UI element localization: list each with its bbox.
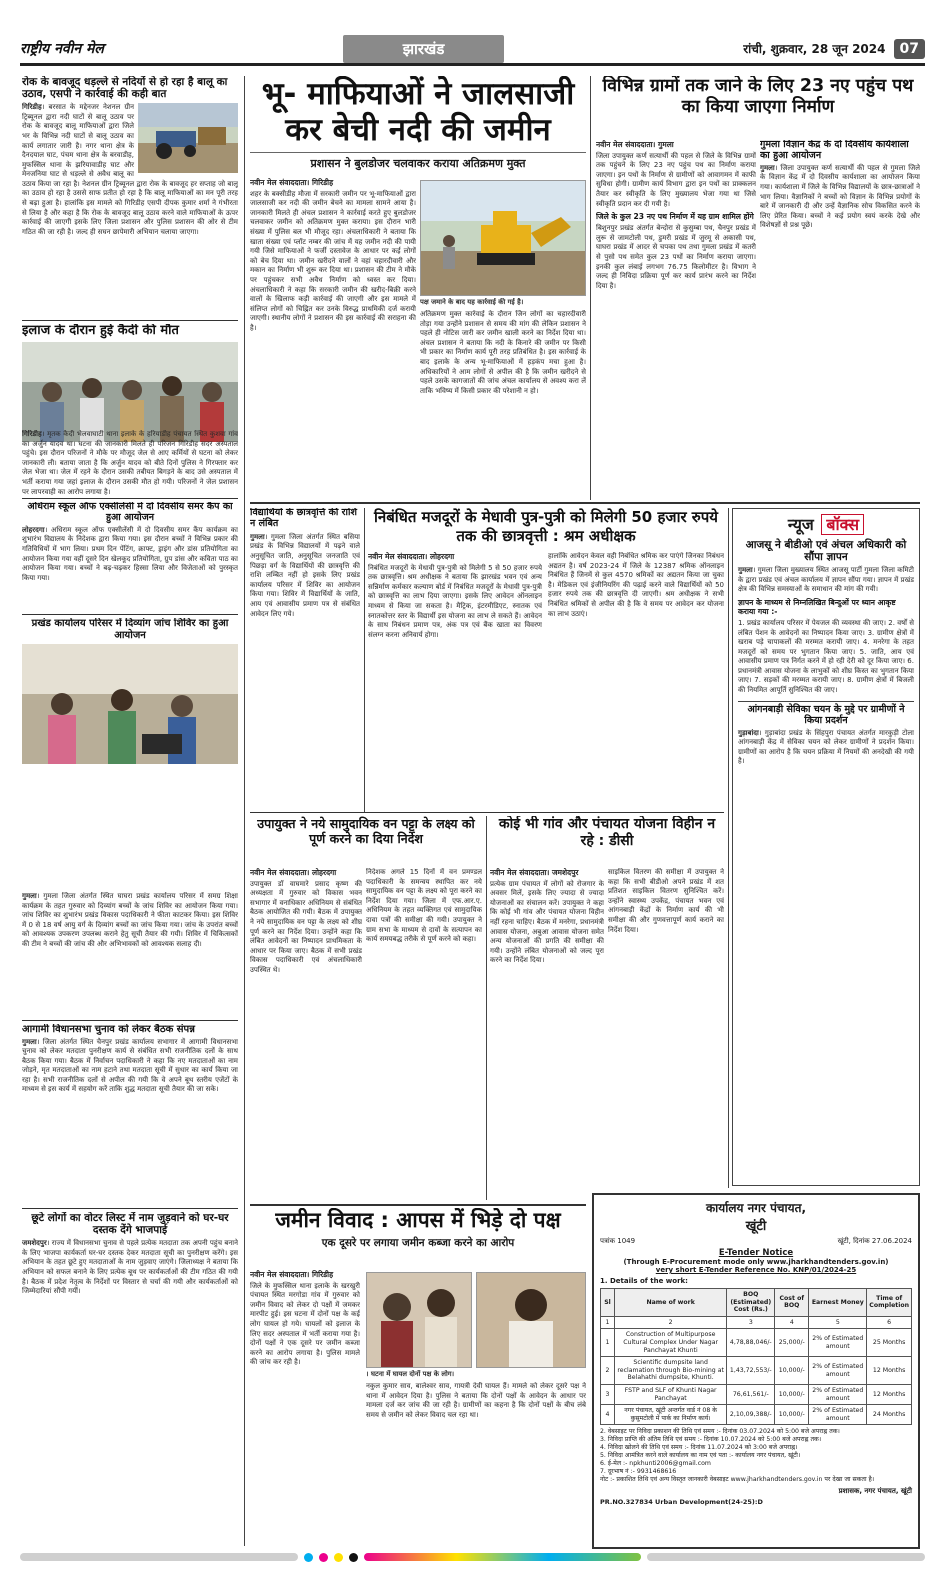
byline-voter-list: जमशेदपुर bbox=[22, 1239, 47, 1248]
photo-caption-injured: । घटना में घायल दोनों पक्ष के लोग। bbox=[366, 1370, 455, 1378]
text-labour: निबंधित मजदूरों के मेधावी पुत्र-पुत्री को मिलेगी 5 से 50 हजार रुपये तक छात्रवृत्ति। श्रम अधीक्षक ने बताया कि झारखंड भवन एवं अन्य सन्निर्माण कर्मकार कल्याण बोर्ड में निबंधित मजदूरों के मेधावी पुत्र-पुत्री को छात्रवृत्ति का लाभ दिया जाएगा। इसके लिए आवेदन ऑनलाइन माध्यम से किया जा सकता है। मैट्रिक, इंटरमीडिएट, स्नातक एवं स्नातकोत्तर स्तर के विद्यार्थी इस योजना का लाभ ले सकते हैं। आवेदन के साथ निबंधन प्रमाण पत्र, अंक पत्र एवं बैंक खाता का विवरण संलग्न करना अनिवार्य होगा। bbox=[368, 563, 542, 639]
byline-anganwadi-protest: गुड़ाबांदा bbox=[738, 728, 759, 737]
color-bar-segment bbox=[647, 1553, 925, 1561]
color-dot-magenta bbox=[319, 1553, 328, 1562]
date-block bbox=[743, 39, 925, 59]
tender-cell: 3 bbox=[601, 1384, 615, 1404]
article-science-workshop bbox=[760, 140, 920, 496]
column-divider bbox=[364, 508, 365, 812]
photo-sand-tractor bbox=[138, 103, 238, 173]
photo-camp bbox=[22, 644, 238, 764]
tender-cell: 2% of Estimated amount bbox=[809, 1405, 867, 1425]
section-name: झारखंड bbox=[343, 35, 505, 63]
headline-anganwadi-protest: आंगनबाड़ी सेविका चयन के मुद्दे पर ग्रामीणों ने किया प्रदर्शन bbox=[747, 703, 905, 726]
tender-cell: 12 Months bbox=[867, 1384, 912, 1404]
tender-col-number: 6 bbox=[867, 1316, 912, 1329]
article-summer-camp bbox=[22, 502, 238, 612]
byline-scholarship-small: गुमला bbox=[250, 532, 265, 541]
tender-notes bbox=[600, 1428, 912, 1484]
tender-col-number: 3 bbox=[727, 1316, 775, 1329]
headline-labour: निबंधित मजदूरों के मेधावी पुत्र-पुत्री को मिलेगी 50 हजार रुपये तक की छात्रवृत्ती : श्रम अधीक्षक bbox=[374, 508, 718, 545]
tender-note: 7. दूरभाष नं :- 9931468616 bbox=[600, 1468, 677, 1476]
article-disability-camp bbox=[22, 618, 238, 886]
tender-cell: 4 bbox=[601, 1405, 615, 1425]
masthead bbox=[20, 34, 925, 66]
headline-land-dispute: जमीन विवाद : आपस में भिड़े दो पक्ष bbox=[275, 1208, 561, 1232]
tender-office: कार्यालय नगर पंचायत, bbox=[705, 1201, 807, 1215]
headline-sand: रोक के बावजूद धड़ल्ले से नदियों से हो रहा है बालू का उठाव, एसपी ने कार्रवाई की कही बात bbox=[22, 76, 228, 101]
byline-prisoner: गिरिडीह bbox=[22, 430, 42, 438]
byline-summer-camp: लोहरदगा bbox=[22, 525, 45, 534]
tender-note: 3. निविदा प्राप्ति की अंतिम तिथि एवं समय :- दिनांक 10.07.2024 को 5:00 बजे अपराह्न तक। bbox=[600, 1436, 822, 1444]
color-dot-yellow bbox=[334, 1553, 343, 1562]
text-voter-list: । राज्य में विधानसभा चुनाव से पहले प्रत्येक मतदाता तक अपनी पहुंच बनाने के लिए भाजपा कार्यकर्ता घर-घर दस्तक देकर मतदाता सूची का पुनरीक्षण करेंगे। इस अभियान के तहत छूटे हुए मतदाताओं के नाम जुड़वाए जाएंगे। जिलाध्यक्ष ने बताया कि अभियान को सफल बनाने के लिए प्रत्येक बूथ पर कार्यकर्ताओं की टीम गठित की गयी है। बैठक में प्रदेश नेतृत्व के निर्देशों पर विस्तार से चर्चा की गयी और कार्यकर्ताओं को जिम्मेदारियां सौंपी गयीं। bbox=[22, 1239, 238, 1296]
tender-pr-no: PR.NO.327834 Urban Development(24-25):D bbox=[600, 1498, 763, 1507]
headline-summer-camp: अधिराम स्कूल ऑफ एक्सीलेंसी में दो दिवसीय समर कैंप का हुआ आयोजन bbox=[27, 502, 233, 523]
article-election-meeting bbox=[22, 1024, 238, 1206]
column-divider bbox=[486, 816, 487, 1200]
table-row bbox=[601, 1329, 912, 1357]
tender-cell: 24 Months bbox=[867, 1405, 912, 1425]
divider bbox=[250, 1204, 586, 1206]
article-roads bbox=[596, 76, 920, 146]
tender-details-label: 1. Details of the work: bbox=[600, 1277, 688, 1285]
text-summer-camp: । अधिराम स्कूल ऑफ एक्सीलेंसी में दो दिवसीय समर कैंप कार्यक्रम का शुभारंभ विद्यालय के निदेशक द्वारा किया गया। इस दौरान बच्चों ने विभिन्न प्रकार की गतिविधियों में भाग लिया। प्रथम दिन पेंटिंग, क्राफ्ट, ड्राइंग और डांस प्रतियोगिता का आयोजन किया गया वहीं दूसरे दिन खेलकूद प्रतियोगिता, ग्रुप डांस और कविता पाठ का आयोजन किया गया। बच्चों ने बढ़-चढ़कर हिस्सा लिया और विजेताओं को पुरस्कृत किया गया। bbox=[22, 525, 238, 582]
lead-text: शहर के बक्सीडीह मौजा में सरकारी जमीन पर भू-माफियाओं द्वारा जालसाजी कर नदी की जमीन बेचने का मामला सामने आया है। जानकारी मिलते ही अंचल प्रशासन ने कार्रवाई करते हुए बुलडोजर चलवाकर जमीन को अतिक्रमण मुक्त कराया। इस दौरान भारी संख्या में पुलिस बल भी मौजूद रहा। अंचलाधिकारी ने बताया कि खाता संख्या एवं प्लॉट नम्बर की जांच में यह जमीन नदी की पायी गयी जिसे माफियाओं ने फर्जी दस्तावेज के आधार पर कई लोगों को बेच दिया था। जमीन खरीदने वालों ने वहां चहारदीवारी और मकान का निर्माण भी शुरू कर दिया था। प्रशासन की टीम ने मौके पर पहुंचकर सभी अवैध निर्माण को ध्वस्त कर दिया। अंचलाधिकारी ने कहा कि सरकारी जमीन की खरीद-बिक्री करने वालों के खिलाफ कड़ी कार्रवाई की जाएगी और इस मामले में संलिप्त लोगों को चिह्नित कर उनके विरुद्ध प्राथमिकी दर्ज करायी जाएगी। स्थानीय लोगों ने प्रशासन की इस कार्रवाई की सराहना की है। bbox=[250, 189, 416, 332]
tender-ref-left: पत्रांक 1049 bbox=[600, 1237, 636, 1245]
tender-col-number: 5 bbox=[809, 1316, 867, 1329]
photo-hospital-crowd bbox=[22, 342, 238, 442]
subhead-land-dispute: एक दूसरे पर लगाया जमीन कब्जा करने का आरोप bbox=[321, 1237, 515, 1249]
tender-cell: 10,000/- bbox=[775, 1405, 809, 1425]
tender-cell: 2 bbox=[601, 1357, 615, 1385]
tender-cell: 10,000/- bbox=[775, 1357, 809, 1385]
tender-place: खूंटी bbox=[745, 1219, 767, 1234]
color-dot-black bbox=[349, 1553, 358, 1562]
byline-land-dispute: नवीन मेल संवाददाता। गिरिडीह bbox=[250, 1270, 334, 1279]
divider bbox=[22, 614, 238, 615]
tender-col-number: 2 bbox=[615, 1316, 727, 1329]
text-ajsu-memorandum: । गुमला जिला मुख्यालय स्थित आजसू पार्टी गुमला जिला कमिटी के द्वारा प्रखंड एवं अंचल कार्यालय में ज्ञापन सौंपा गया। ज्ञापन में प्रखंड क्षेत्र की विभिन्न समस्याओं के समाधान की मांग की गयी। bbox=[738, 566, 914, 594]
tender-cell: 12 Months bbox=[867, 1357, 912, 1385]
photo-caption-bulldozer: पक्ष जमाने के बाद यह कार्रवाई की गई है। bbox=[420, 298, 524, 306]
tender-line1: (Through E-Procurement mode only www.jharkhandtenders.gov.in) bbox=[623, 1258, 889, 1266]
tender-col-header: BOQ (Estimated) Cost (Rs.) bbox=[727, 1289, 775, 1317]
tender-note: 2. वेबसाइट पर निविदा प्रकाशन की तिथि एवं समय :- दिनांक 03.07.2024 को 5:00 बजे अपराह्न तक। bbox=[600, 1428, 840, 1436]
byline-labour: नवीन मेल संवाददाता। लोहरदगा bbox=[368, 552, 455, 561]
news-box-label-a: न्यूज bbox=[787, 515, 814, 534]
text-land-dispute-continued: नकुल कुमार साव, बालेश्वर साव, गायत्री देवी घायल हैं। मामले को लेकर दूसरे पक्ष ने थाना में आवेदन दिया है। पुलिस ने बताया कि दोनों पक्षों के आवेदन के आधार पर मामला दर्ज कर जांच की जा रही है। ग्रामीणों का कहना है कि दोनों पक्षों के बीच लंबे समय से जमीन को लेकर विवाद चल रहा था। bbox=[366, 1382, 586, 1419]
divider bbox=[22, 498, 238, 499]
tender-table bbox=[600, 1288, 912, 1425]
news-box-label bbox=[738, 513, 914, 535]
tender-line2: very short E-Tender Reference No. KNP/01/2024-25 bbox=[655, 1266, 857, 1274]
paper-name: राष्ट्रीय नवीन मेल bbox=[20, 41, 104, 57]
tender-note: 4. निविदा खोलने की तिथि एवं समय :- दिनांक 11.07.2024 को 3:00 बजे अपराह्न। bbox=[600, 1444, 798, 1452]
byline-science-workshop: गुमला bbox=[760, 163, 775, 172]
byline-ajsu-memorandum: गुमला bbox=[738, 566, 753, 575]
tender-cell: 25,000/- bbox=[775, 1329, 809, 1357]
subhead-roads: जिले के कुल 23 नए पथ निर्माण में यह ग्राम शामिल होंगे bbox=[596, 212, 754, 222]
color-registration-bar bbox=[20, 1552, 925, 1562]
headline-election-meeting: आगामी विधानसभा चुनाव को लेकर बैठक संपन्न bbox=[22, 1024, 195, 1035]
text-land-dispute: जिले के मुफस्सिल थाना इलाके के खरखुरी पंचायत स्थित मरगोडा गांव में गुरुवार को जमीन विवाद को लेकर दो पक्षों में जमकर मारपीट हुई। इस घटना में दोनों पक्ष के कई लोग घायल हो गये। घायलों को इलाज के लिए सदर अस्पताल में भर्ती कराया गया है। दोनों पक्षों ने एक दूसरे पर जमीन कब्जा करने का आरोप लगाया है। पुलिस मामले की जांच कर रही है। bbox=[250, 1281, 360, 1367]
tender-note: 6. ई-मेल :- npkhunti2006@gmail.com bbox=[600, 1460, 711, 1468]
headline-voter-list: छूटे लोगों का वोटर लिस्ट में नाम जुड़वाने को घर-घर दस्तक देंगे भाजपाई bbox=[31, 1212, 229, 1237]
table-row bbox=[601, 1405, 912, 1425]
divider bbox=[22, 1020, 238, 1021]
tender-col-header: Time of Completion bbox=[867, 1289, 912, 1317]
tender-cell: 2% of Estimated amount bbox=[809, 1384, 867, 1404]
tender-note: 5. निविदा आमंत्रित करने वाले कार्यालय का नाम एवं पता :- कार्यालय नगर पंचायत, खूंटी। bbox=[600, 1452, 801, 1460]
page-number: 07 bbox=[894, 39, 925, 59]
tender-ref-right: खूंटी, दिनांक 27.06.2024 bbox=[837, 1237, 912, 1245]
divider bbox=[250, 502, 920, 504]
text-forest-lease-continued: निदेशक अगले 15 दिनों में वन प्रमण्डल पदाधिकारी के समन्वय स्थापित कर नये सामुदायिक वन पट्टा के लक्ष्य को पूरा करने का निर्देश दिया गया। जिला में एफ.आर.ए. अधिनियम के तहत व्यक्तिगत एवं सामुदायिक दावा पत्रों की समीक्षा की गयी। उपायुक्त ने ग्राम सभा के माध्यम से दावों के सत्यापन का कार्य समयबद्ध तरीके से पूर्ण करने को कहा। bbox=[366, 868, 482, 944]
tender-cell: Scientific dumpsite land reclamation through Bio-mining at Belahathi dumpsite, Khunti. bbox=[615, 1357, 727, 1385]
photo-injured-left bbox=[366, 1272, 472, 1368]
tender-cell: 10,000/- bbox=[775, 1384, 809, 1404]
tender-col-header: Sl bbox=[601, 1289, 615, 1317]
lead-text-continued: अतिक्रमण मुक्त कार्रवाई के दौरान जिन लोगों का चहारदीवारी तोड़ा गया उन्होंने प्रशासन से समय की मांग की लेकिन प्रशासन ने पहले ही नोटिस जारी कर जमीन खाली करने का निर्देश दिया था। अंचल प्रशासन ने बताया कि नदी के किनारे की जमीन पर किसी भी प्रकार का निर्माण कार्य पूरी तरह प्रतिबंधित है। इस कार्रवाई के बाद इलाके के अन्य भू-माफियाओं में हड़कंप मचा हुआ है। अधिकारियों ने आम लोगों से अपील की है कि जमीन खरीदने से पहले उसके कागजातों की जांच अंचल कार्यालय से अवश्य करा लें ताकि भविष्य में किसी प्रकार की परेशानी न हो। bbox=[420, 310, 586, 395]
column-divider bbox=[728, 508, 729, 1188]
headline-village-scheme: कोई भी गांव और पंचायत योजना विहीन न रहे : डीसी bbox=[498, 816, 716, 849]
table-row bbox=[601, 1357, 912, 1385]
text-scholarship-small: । गुमला जिला अंतर्गत स्थित बसिया प्रखंड के विभिन्न विद्यालयों में पढ़ने वाले अनुसूचित जाति, अनुसूचित जनजाति एवं पिछड़ा वर्ग के विद्यार्थियों की छात्रवृत्ति की राशि लम्बित नहीं हो इसके लिए प्रखंड कार्यालय परिसर में शिविर का आयोजन किया गया। शिविर में विद्यार्थियों के जाति, आय एवं आवासीय प्रमाण पत्र से संबंधित आवेदन लिए गये। bbox=[250, 532, 360, 618]
tender-cell: 2% of Estimated amount bbox=[809, 1357, 867, 1385]
subhead-ajsu-points: ज्ञापन के माध्यम से निम्नलिखित बिन्दुओं पर ध्यान आकृष्ट कराया गया :- bbox=[738, 597, 896, 616]
headline-ajsu-memorandum: आजसू ने बीडीओ एवं अंचल अधिकारी को सौंपा ज्ञापन bbox=[745, 539, 907, 564]
tender-cell: 1 bbox=[601, 1329, 615, 1357]
tender-cell: 76,61,561/- bbox=[727, 1384, 775, 1404]
text-prisoner: । मृतक कैदी भेलवाघाटी थाना इलाके के हरियाडीह पंचायत स्थित कुशवा गांव का अर्जुन यादव था। घटना की जानकारी मिलते ही परिजन गिरिडीह सदर अस्पताल पहुंचे। इस दौरान परिजनों ने मौके पर मौजूद जेल से आए कर्मियों से घटना को लेकर जानकारी ली। बताया जाता है कि अर्जुन यादव को बीते दिनों पुलिस ने गिरफ्तार कर जेल भेजा था। जेल में रहने के दौरान उसकी तबीयत बिगड़ने के बाद उसे अस्पताल में भर्ती कराया गया जहां इलाज के दौरान उसकी मौत हो गयी। परिजनों ने जेल प्रशासन पर लापरवाही का आरोप लगाया है। bbox=[22, 430, 238, 496]
byline-sand: गिरिडीह bbox=[22, 103, 42, 112]
text-ajsu-points: 1. प्रखंड कार्यालय परिसर में पेयजल की व्यवस्था की जाए। 2. वर्षों से लंबित पेंशन के आवेदनों का निष्पादन किया जाए। 3. ग्रामीण क्षेत्रों में खराब पड़े चापाकलों की मरम्मत करायी जाए। 4. मनरेगा के तहत मजदूरों को समय पर भुगतान किया जाए। 5. जाति, आय एवं आवासीय प्रमाण पत्र निर्गत करने में हो रही देरी को दूर किया जाए। 6. प्रधानमंत्री आवास योजना के लाभुकों को शीघ्र किस्त का भुगतान किया जाए। 7. सड़कों की मरम्मत करायी जाए। 8. ग्रामीण क्षेत्रों में बिजली की नियमित आपूर्ति सुनिश्चित की जाए। bbox=[738, 618, 914, 695]
lead-headline: भू- माफियाओं ने जालसाजी कर बेची नदी की जमीन bbox=[261, 76, 575, 148]
tender-col-header: Cost of BOQ bbox=[775, 1289, 809, 1317]
text-disability-camp: । गुमला जिला अंतर्गत स्थित घाघरा प्रखंड कार्यालय परिसर में समग्र शिक्षा कार्यक्रम के तहत गुरुवार को दिव्यांग बच्चों के जांच शिविर का आयोजन किया गया। जांच शिविर का शुभारंभ प्रखंड विकास पदाधिकारी ने फीता काटकर किया। इस शिविर में 0 से 18 वर्ष आयु वर्ग के दिव्यांग बच्चों का जांच किया गया। जांच के उपरांत बच्चों को आवश्यक उपकरण उपलब्ध कराने हेतु सूची तैयार की गयी। शिविर में चिकित्सकों की टीम ने बच्चों की जांच की और अभिभावकों को आवश्यक सलाह दी। bbox=[22, 892, 238, 948]
tender-cell: नगर पंचायत, खूंटी अन्तर्गत वार्ड नं 08 के कुसुमटोली में पार्क का निर्माण कार्य। bbox=[615, 1405, 727, 1425]
tender-cell: 1,43,72,553/- bbox=[727, 1357, 775, 1385]
article-scholarship-small bbox=[250, 508, 360, 810]
headline-forest-lease: उपायुक्त ने नये सामुदायिक वन पट्टा के लक्ष्य को पूर्ण करने का दिया निर्देश bbox=[257, 816, 475, 846]
article-sand bbox=[22, 76, 238, 318]
column-divider bbox=[590, 76, 591, 500]
article-forest-lease bbox=[250, 816, 482, 866]
text-election-meeting: । जिला अंतर्गत स्थित चैनपुर प्रखंड कार्यालय सभागार में आगामी विधानसभा चुनाव को लेकर मतदाता पुनरीक्षण कार्य से संबंधित सभी राजनीतिक दलों के साथ बैठक किया गया। बैठक में निर्वाचन पदाधिकारी ने कहा कि नए मतदाताओं का नाम जोड़ने, मृत मतदाताओं का नाम हटाने तथा मतदाता सूची में सुधार का कार्य किया जा रहा है। सभी राजनीतिक दलों से अपील की गयी कि वे अपने बूथ स्तरीय एजेंटों के माध्यम से इस कार्य में सहयोग करें ताकि शुद्ध मतदाता सूची तैयार की जा सके। bbox=[22, 1037, 238, 1094]
table-row bbox=[601, 1384, 912, 1404]
photo-bulldozer bbox=[420, 180, 586, 296]
tender-cell: Construction of Multipurpose Cultural Complex Under Nagar Panchayat Khunti bbox=[615, 1329, 727, 1357]
tender-cell: 25 Months bbox=[867, 1329, 912, 1357]
color-dot-cyan bbox=[304, 1553, 313, 1562]
text-labour-continued: हालांकि आवेदन केवल वही निबंधित श्रमिक कर पाएंगे जिनका निबंधन अद्यतन है। वर्ष 2023-24 में जिले के 12387 श्रमिक ऑनलाइन निबंधित हैं जिनमें से कुल 4570 श्रमिकों का अद्यतन किया जा चुका है। मेडिकल एवं इंजीनियरिंग की पढ़ाई करने वाले विद्यार्थियों को 50 हजार रुपये तक की छात्रवृत्ति दी जाएगी। श्रम अधीक्षक ने सभी निबंधित श्रमिकों से अपील की है कि वे समय पर आवेदन कर योजना का लाभ उठाएं। bbox=[548, 552, 724, 618]
tender-signature: प्रशासक, नगर पंचायत, खूंटी bbox=[838, 1487, 912, 1496]
article-village-scheme bbox=[490, 816, 724, 866]
tender-cell: 2% of Estimated amount bbox=[809, 1329, 867, 1357]
headline-prisoner: इलाज के दौरान हुई कैदी की मौत bbox=[22, 324, 179, 338]
tender-col-header: Earnest Money bbox=[809, 1289, 867, 1317]
byline-election-meeting: गुमला bbox=[22, 1037, 37, 1046]
text-roads-villages: बिशुनपुर प्रखंड अंतर्गत बेन्दोरा से कुसुम्बा पथ, चैनपुर प्रखंड में लुरू से जामटोली पथ, डुमरी प्रखंड में जुरमू से अकासी पथ, घाघरा प्रखंड में आदर से चपका पथ तथा गुमला प्रखंड में कतरी से पुसो पथ समेत कुल 23 पथों का निर्माण कराया जाएगा। इनकी कुल लंबाई लगभग 76.75 किलोमीटर है। विभाग ने जल्द ही निविदा प्रक्रिया पूर्ण कर कार्य प्रारंभ करने का निर्देश दिया है। bbox=[596, 224, 756, 290]
headline-science-workshop: गुमला विज्ञान केंद्र के दो दिवसीय कार्यशाला का हुआ आयोजन bbox=[760, 140, 909, 161]
text-village-scheme-continued: साइकिल वितरण की समीक्षा में उपायुक्त ने कहा कि सभी बीडीओ अपने प्रखंड में शत प्रतिशत साइकिल वितरण सुनिश्चित करें। उन्होंने स्वास्थ्य उपकेंद्र, पंचायत भवन एवं आंगनबाड़ी केंद्रों के निर्माण कार्य की भी समीक्षा की और गुणवत्तापूर्ण कार्य कराने का निर्देश दिया। bbox=[608, 868, 724, 934]
tender-cell: FSTP and SLF of Khunti Nagar Panchayat bbox=[615, 1384, 727, 1404]
lead-subhead: प्रशासन ने बुलडोजर चलवाकर कराया अतिक्रमण मुक्त bbox=[250, 152, 586, 171]
column-divider bbox=[244, 76, 245, 1546]
byline-roads: नवीन मेल संवाददाता। गुमला bbox=[596, 140, 674, 149]
headline-scholarship-small: विद्यार्थियों के छात्रवृत्ति की राशि न लंबित bbox=[250, 508, 357, 529]
text-village-scheme: प्रत्येक ग्राम पंचायत में लोगों को रोजगार के अवसर मिलें, इसके लिए ज्यादा से ज्यादा योजनाओं का संचालन करें। उपायुक्त ने कहा कि कोई भी गांव और पंचायत योजना विहीन नहीं रहना चाहिए। बैठक में मनरेगा, प्रधानमंत्री आवास योजना, अबुआ आवास योजना समेत अन्य योजनाओं की प्रगति की समीक्षा की गयी। उन्होंने लंबित योजनाओं को जल्द पूरा करने का निर्देश दिया। bbox=[490, 879, 604, 965]
divider bbox=[22, 320, 238, 321]
divider bbox=[250, 812, 724, 813]
byline-disability-camp: गुमला bbox=[22, 892, 37, 900]
text-sand: । बरसात के मद्देनजर नेशनल ग्रीन ट्रिब्यूनल द्वारा नदी घाटों से बालू उठाव पर रोक के बावजूद बालू माफियाओं द्वारा जिले भर के विभिन्न नदी घाटों से बालू उठाव का कार्य लगातार जारी है। नगर थाना क्षेत्र के दैनदयाल घाट, पंचम थाना क्षेत्र के बरवाडीह, मुफस्सिल थाना के झरियावाडीह घाट और मेनजनिया घाट से धड़ल्ले से अवैध बालू का उठाव किया जा रहा है। नेशनल ग्रीन ट्रिब्यूनल द्वारा रोक के बावजूद हर सप्ताह जो बालू का उठाव हो रहा है उससे साफ प्रतीत हो रहा है कि बालू माफियाओं का मन पूरी तरह से बढ़ा हुआ है। हालांकि इस मामले को गिरिडीह एसपी दीपक कुमार शर्मा ने गंभीरता से लिया है और कहा है कि रोक के बावजूद बालू उठाव करने वाले माफियाओं के ऊपर कार्रवाई की जाएगी इसके लिए जिला प्रशासन और पुलिस प्रशासन की ओर से टीम गठित की जा रही है। जल्द ही सघन छापेमारी अभियान चलाया जाएगा। bbox=[22, 103, 238, 236]
photo-injured-right bbox=[476, 1272, 586, 1368]
color-bar-segment bbox=[20, 1553, 298, 1561]
article-land-dispute bbox=[250, 1208, 586, 1268]
tender-cell: 4,78,88,046/- bbox=[727, 1329, 775, 1357]
tender-col-header: Name of work bbox=[615, 1289, 727, 1317]
headline-disability-camp: प्रखंड कार्यालय परिसर में दिव्यांग जांच शिविर का हुआ आयोजन bbox=[31, 618, 229, 641]
tender-note: नोट :- प्रकाशित तिथि एवं अन्य विस्तृत जानकारी वेबसाइट www.jharkhandtenders.gov.in पर देखा जा सकता है। bbox=[600, 1476, 875, 1484]
tender-notice bbox=[592, 1193, 920, 1549]
tender-title: E-Tender Notice bbox=[718, 1248, 794, 1258]
text-science-workshop: । जिला उपायुक्त कर्ण सत्यार्थी की पहल से गुमला जिले के विज्ञान केंद्र में दो दिवसीय कार्यशाला का आयोजन किया गया। कार्यशाला में जिले के विभिन्न विद्यालयों के छात्र-छात्राओं ने भाग लिया। वैज्ञानिकों ने बच्चों को विज्ञान के विभिन्न प्रयोगों के बारे में जानकारी दी और उन्हें वैज्ञानिक सोच विकसित करने के लिए प्रेरित किया। बच्चों ने कई प्रयोग स्वयं करके देखे और विशेषज्ञों से प्रश्न पूछे। bbox=[760, 163, 920, 230]
lead-byline: नवीन मेल संवाददाता। गिरिडीह bbox=[250, 178, 334, 187]
text-anganwadi-protest: । गुड़ाबांदा प्रखंड के सिंहपुरा पंचायत अंतर्गत मारकुड़ी टोला आंगनबाड़ी केंद्र में सेविका चयन को लेकर ग्रामीणों ने प्रदर्शन किया। ग्रामीणों का आरोप है कि चयन प्रक्रिया में नियमों की अनदेखी की गयी है। bbox=[738, 728, 914, 766]
news-box-label-b: बॉक्स bbox=[821, 514, 864, 535]
tender-col-number: 1 bbox=[601, 1316, 615, 1329]
headline-roads: विभिन्न ग्रामों तक जाने के लिए 23 नए पहुंच पथ का किया जाएगा निर्माण bbox=[602, 76, 914, 117]
byline-forest-lease: नवीन मेल संवाददाता। लोहरदगा bbox=[250, 868, 337, 877]
text-roads: जिला उपायुक्त कर्ण सत्यार्थी की पहल से जिले के विभिन्न ग्रामों तक पहुंचने के लिए 23 नए पहुंच पथ का निर्माण कराया जाएगा। इन पथों के निर्माण से ग्रामीणों को आवागमन में काफी सुविधा होगी। ग्रामीण कार्य विभाग द्वारा इन पथों का प्राक्कलन तैयार कर स्वीकृति के लिए मुख्यालय भेजा गया था जिसे स्वीकृति प्रदान कर दी गयी है। bbox=[596, 151, 756, 208]
byline-village-scheme: नवीन मेल संवाददाता। जमशेदपुर bbox=[490, 868, 579, 877]
article-voter-list bbox=[22, 1212, 238, 1546]
text-forest-lease: उपायुक्त डॉ वाघमारे प्रसाद कृष्ण की अध्यक्षता में गुरुवार को विकास भवन सभागार में वनाधिकार अधिनियम से संबंधित बैठक आयोजित की गयी। बैठक में उपायुक्त ने नये सामुदायिक वन पट्टा के लक्ष्य को शीघ्र पूर्ण करने का निर्देश दिया। उन्होंने कहा कि लंबित आवेदनों का निष्पादन प्राथमिकता के आधार पर किया जाए। बैठक में सभी प्रखंड विकास पदाधिकारी एवं अंचलाधिकारी उपस्थित थे। bbox=[250, 879, 362, 974]
divider bbox=[22, 1208, 238, 1209]
news-box bbox=[732, 508, 920, 1186]
tender-col-number: 4 bbox=[775, 1316, 809, 1329]
tender-cell: 2,10,09,388/- bbox=[727, 1405, 775, 1425]
color-bar-segment bbox=[364, 1553, 642, 1561]
issue-date: रांची, शुक्रवार, 28 जून 2024 bbox=[743, 42, 886, 56]
